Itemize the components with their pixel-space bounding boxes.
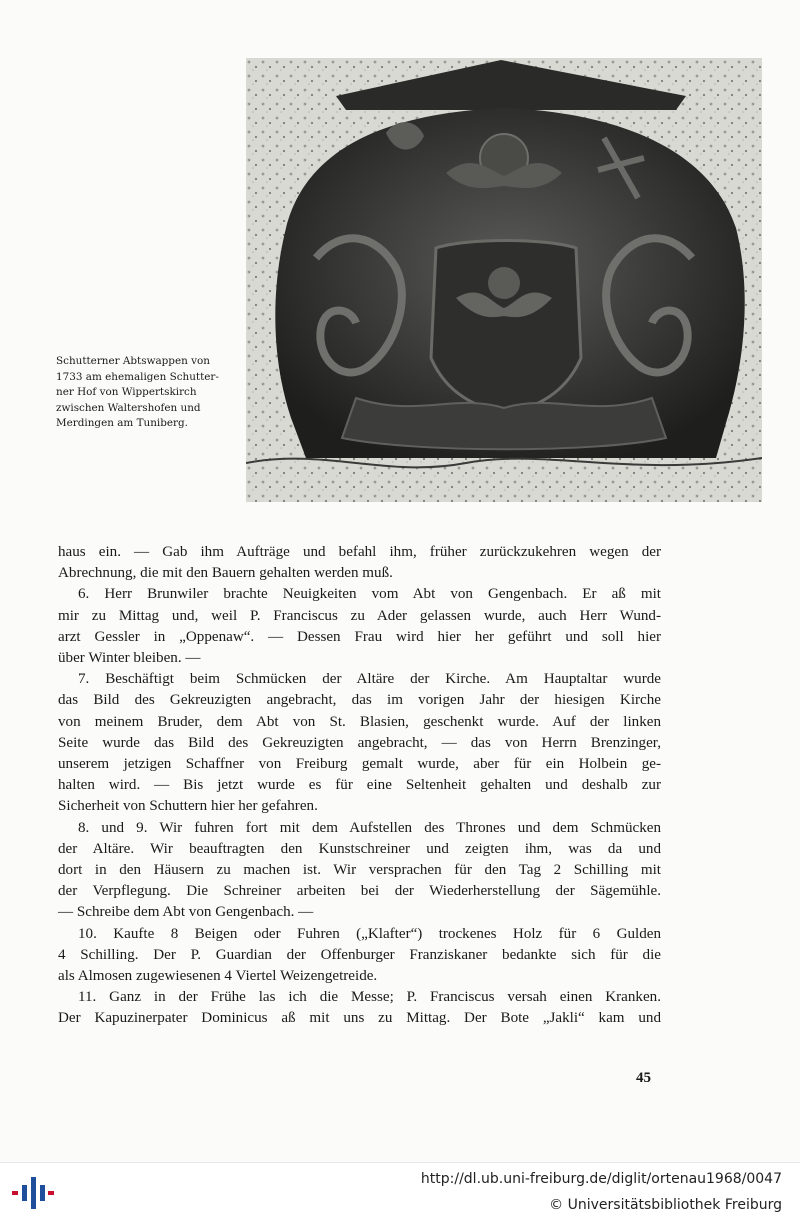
text-line: 4 Schilling. Der P. Guardian der Offenburger Franziskaner bedankte sich für die	[58, 946, 661, 963]
coat-of-arms-photo	[246, 58, 762, 502]
caption-line: 1733 am ehemaligen Schutter-	[56, 370, 219, 383]
caption-line: Schutterner Abtswappen von	[56, 355, 210, 367]
paragraph-first-line: 8. und 9. Wir fuhren fort mit dem Aufstellen des Thrones und dem Schmücken	[78, 819, 661, 836]
caption-line: Merdingen am Tuniberg.	[56, 417, 188, 429]
caption-line: zwischen Waltershofen und	[56, 401, 201, 414]
viewer-footer	[0, 1162, 800, 1221]
caption-line: ner Hof von Wippertskirch	[56, 386, 197, 398]
text-line: mir zu Mittag und, weil P. Franciscus zu Ader gelassen wurde, auch Herr Wund-	[58, 607, 661, 624]
text-line: Abrechnung, die mit den Bauern gehalten werden muß.	[58, 565, 393, 582]
text-line: — Schreibe dem Abt von Gengenbach. —	[58, 904, 314, 921]
paragraph-first-line: 6. Herr Brunwiler brachte Neuigkeiten vom Abt von Gengenbach. Er aß mit	[78, 586, 661, 603]
text-line: Sicherheit von Schuttern hier her gefahren.	[58, 798, 318, 815]
paragraph-first-line: 10. Kaufte 8 Beigen oder Fuhren („Klafter“) trockenes Holz für 6 Gulden	[78, 925, 661, 942]
text-line: haus ein. — Gab ihm Aufträge und befahl ihm, früher zurückzukehren wegen der	[58, 544, 661, 560]
text-line: unserem jetzigen Schaffner von Freiburg gemalt wurde, aber für ein Holbein ge-	[58, 756, 661, 773]
permalink-url[interactable]: http://dl.ub.uni-freiburg.de/diglit/ortenau1968/0047	[420, 1171, 782, 1187]
text-line: Der Kapuzinerpater Dominicus aß mit uns zu Mittag. Der Bote „Jakli“ kam und	[58, 1010, 661, 1027]
ub-freiburg-logo-icon[interactable]	[10, 1173, 54, 1213]
figure-caption	[56, 354, 222, 432]
text-line: über Winter bleiben. —	[58, 650, 201, 667]
body-text	[58, 542, 661, 1030]
paragraph-first-line: 7. Beschäftigt beim Schmücken der Altäre der Kirche. Am Hauptaltar wurde	[78, 671, 661, 688]
text-line: das Bild des Gekreuzigten angebracht, das im vorigen Jahr der hiesigen Kirche	[58, 692, 661, 709]
page-number: 45	[636, 1070, 651, 1086]
text-line: arzt Gessler in „Oppenaw“. — Dessen Frau wird hier her geführt und soll hier	[58, 628, 661, 645]
text-line: Seite wurde das Bild des Gekreuzigten angebracht, — das von Herrn Brenzinger,	[58, 734, 661, 751]
copyright-notice: © Universitätsbibliothek Freiburg	[549, 1197, 782, 1213]
text-line: halten wird. — Bis jetzt wurde es für eine Seltenheit gehalten und deshalb zur	[58, 777, 661, 794]
text-line: der Altäre. Wir beauftragten den Kunstschreiner und zeigten ihm, was da und	[58, 840, 661, 857]
paragraph-first-line: 11. Ganz in der Frühe las ich die Messe; P. Franciscus versah einen Kranken.	[78, 989, 661, 1006]
text-line: dort in den Häusern zu machen ist. Wir versprachen für den Tag 2 Schilling mit	[58, 862, 661, 879]
text-line: der Verpflegung. Die Schreiner arbeiten bei der Wiederherstellung der Sägemühle.	[58, 883, 661, 900]
text-line: als Almosen zugewiesenen 4 Viertel Weizengetreide.	[58, 968, 378, 985]
text-line: von meinem Bruder, dem Abt von St. Blasien, geschenkt wurde. Auf der linken	[58, 713, 661, 730]
